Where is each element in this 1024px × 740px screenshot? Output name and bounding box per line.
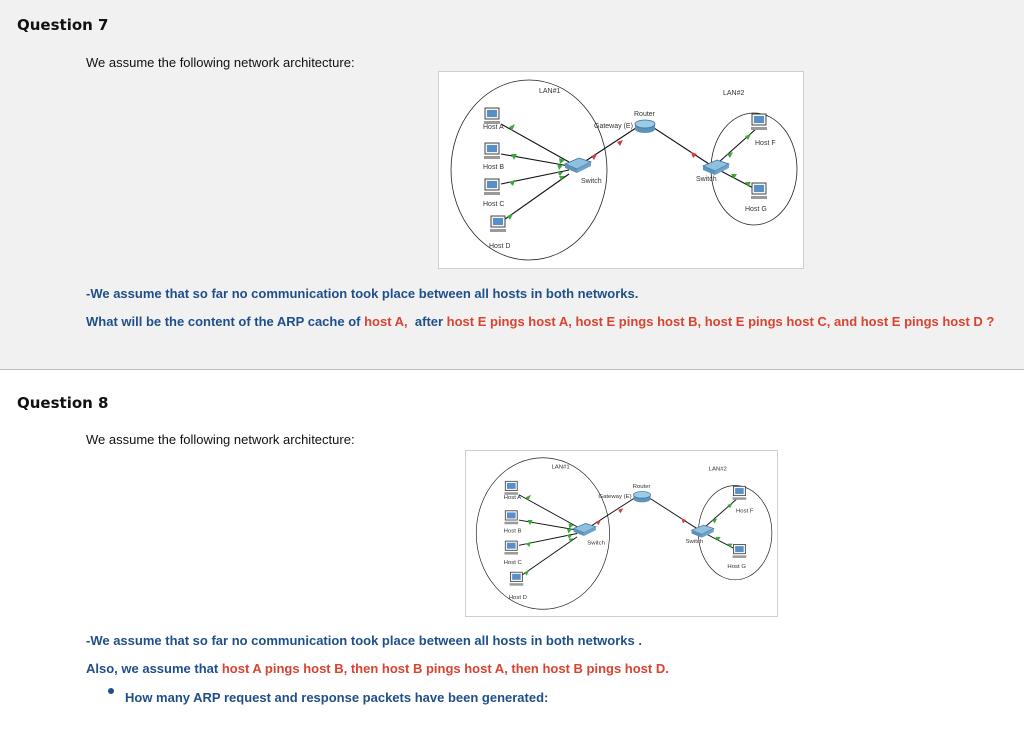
- host-a-label: Host A: [483, 124, 504, 131]
- lan2-label: LAN#2: [723, 90, 745, 97]
- host-d-icon-2: [510, 572, 524, 585]
- host-c-icon-2: [504, 541, 518, 554]
- router-label: Router: [634, 111, 656, 118]
- question-7-question: [86, 314, 994, 329]
- question-7-text-1: What will be the content of the ARP cache of: [86, 314, 365, 329]
- gateway-label-2: Gateway (E): [598, 494, 632, 501]
- question-7-pings: host E pings host A, host E pings host B, host E pings host C, and host E pings host D ?: [446, 314, 995, 329]
- question-7-assumption: -We assume that so far no communication took place between all hosts in both networks.: [86, 286, 639, 301]
- host-c-label: Host C: [483, 201, 505, 208]
- lan1-ellipse-2: [476, 458, 609, 610]
- host-g-label-2: Host G: [727, 564, 747, 571]
- router-icon-2: [633, 491, 650, 502]
- question-8-text-1: Also, we assume that: [86, 661, 222, 676]
- host-b-label-2: Host B: [503, 528, 522, 535]
- question-8-intro: We assume the following network architecture:: [86, 432, 355, 447]
- question-7-text-2: after: [407, 314, 447, 329]
- host-b-label: Host B: [483, 164, 505, 171]
- question-8-pings: host A pings host B, then host B pings host A, then host B pings host D.: [221, 661, 669, 676]
- question-8-section: [0, 370, 1024, 740]
- network-diagram-2-svg: [466, 451, 777, 616]
- question-8-ask: How many ARP request and response packets have been generated:: [125, 690, 549, 705]
- network-diagram-2: [465, 450, 778, 617]
- host-g-icon: [751, 183, 767, 199]
- switch-lan1-label-2: Switch: [587, 540, 605, 547]
- switch-lan1-label: Switch: [581, 178, 602, 185]
- router-label-2: Router: [632, 484, 651, 491]
- gateway-label: Gateway (E): [594, 123, 633, 130]
- question-8-assumption: -We assume that so far no communication took place between all hosts in both networks .: [86, 633, 642, 648]
- host-b-icon-2: [504, 511, 518, 524]
- host-f-icon: [751, 114, 767, 130]
- host-c-icon: [484, 179, 500, 195]
- host-b-icon: [484, 143, 500, 159]
- question-7-title: Question 7: [17, 16, 109, 34]
- switch-lan2-label: Switch: [696, 176, 717, 183]
- lan1-ellipse: [451, 80, 607, 260]
- question-8-also: [86, 661, 669, 676]
- host-f-label: Host F: [755, 140, 776, 147]
- host-g-label: Host G: [745, 206, 767, 213]
- question-8-title: Question 8: [17, 394, 109, 412]
- host-a-icon: [484, 108, 500, 124]
- lan1-label-2: LAN#1: [551, 464, 570, 471]
- host-c-label-2: Host C: [503, 559, 522, 566]
- lan1-label: LAN#1: [539, 88, 561, 95]
- host-f-icon-2: [733, 486, 747, 499]
- host-d-label-2: Host D: [508, 595, 527, 602]
- network-diagram: [438, 71, 804, 269]
- host-f-label-2: Host F: [735, 508, 754, 515]
- bullet-icon: [108, 688, 114, 694]
- question-7-intro: We assume the following network architecture:: [86, 55, 355, 70]
- switch-lan2-label-2: Switch: [685, 538, 704, 545]
- network-diagram-svg: [439, 72, 803, 268]
- host-g-icon-2: [733, 544, 747, 557]
- host-d-icon: [490, 216, 506, 232]
- lan2-label-2: LAN#2: [708, 466, 727, 473]
- host-d-label: Host D: [489, 243, 511, 250]
- question-7-host-a: host A,: [364, 314, 408, 329]
- router-icon: [635, 120, 655, 133]
- host-a-label-2: Host A: [503, 495, 522, 501]
- host-a-icon-2: [504, 481, 518, 494]
